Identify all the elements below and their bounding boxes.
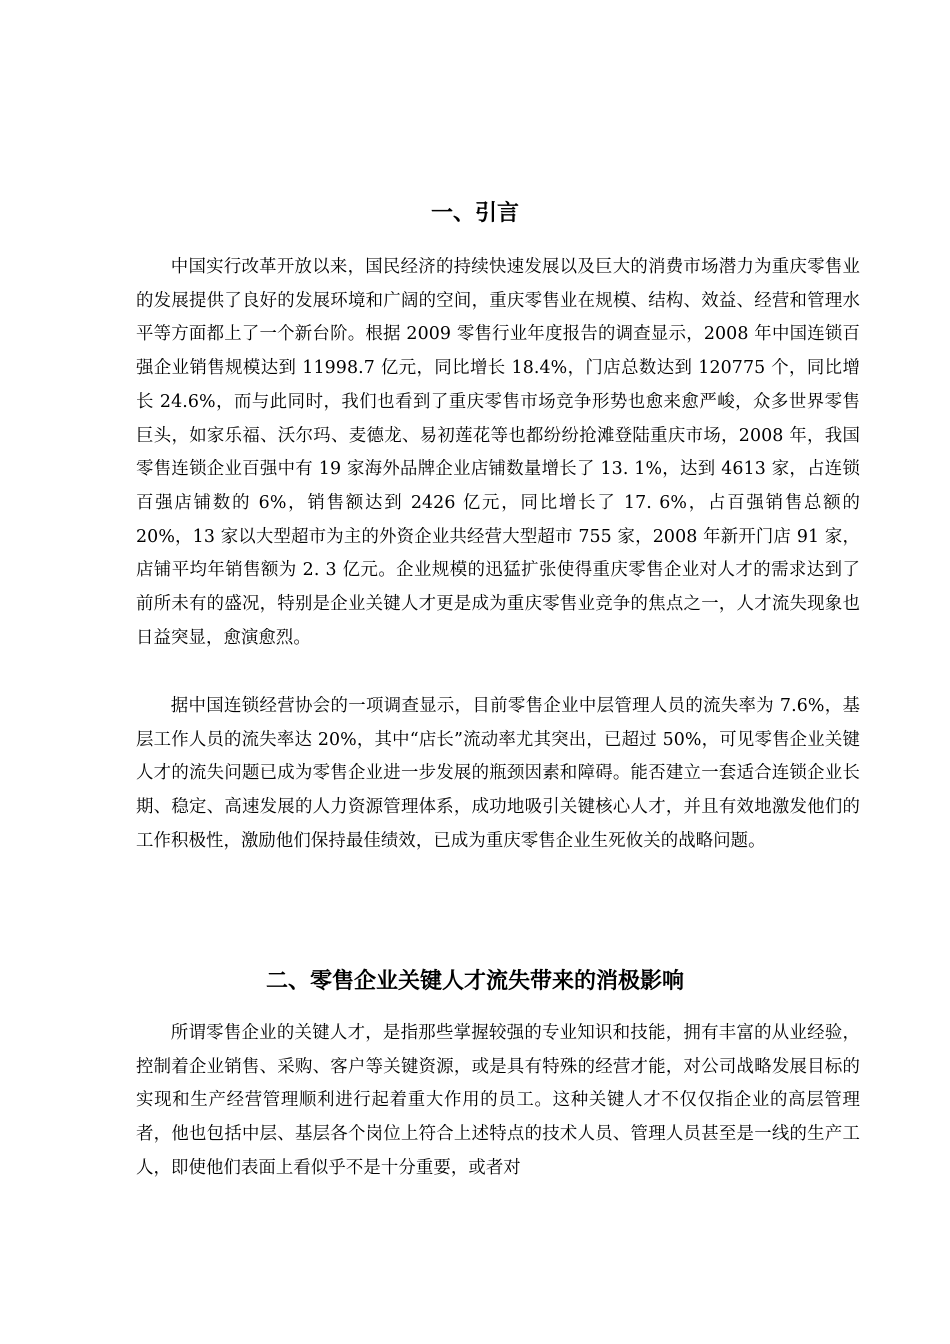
paragraph-impact-1: 所谓零售企业的关键人才，是指那些掌握较强的专业知识和技能，拥有丰富的从业经验，控制着企业销售、采购、客户等关键资源，或是具有特殊的经营才能，对公司战略发展目标的实现和生产经营管理顺利进行起着重大作用的员工。这种关键人才不仅仅指企业的高层管理者，他也包括中层、基层各个岗位上符合上述特点的技术人员、管理人员甚至是一线的生产工人，即使他们表面上看似乎不是十分重要，或者对 [136, 1023, 860, 1178]
section-heading-introduction: 一、引言 [430, 201, 519, 226]
section-heading-negative-impact: 二、零售企业关键人才流失带来的消极影响 [265, 969, 684, 994]
paragraph-intro-2: 据中国连锁经营协会的一项调查显示，目前零售企业中层管理人员的流失率为 7.6%，基层工作人员的流失率达 20%，其中“店长”流动率尤其突出，已超过 50%，可见零售企业关键人才的流失问题已成为零售企业进一步发展的瓶颈因素和障碍。能否建立一套适合连锁企业长期、稳定、高速发展的人力资源管理体系，成功地吸引关键核心人才，并且有效地激发他们的工作积极性，激励他们保持最佳绩效，已成为重庆零售企业生死攸关的战略问题。 [136, 696, 860, 851]
paragraph-intro-1: 中国实行改革开放以来，国民经济的持续快速发展以及巨大的消费市场潜力为重庆零售业的发展提供了良好的发展环境和广阔的空间，重庆零售业在规模、结构、效益、经营和管理水平等方面都上了一个新台阶。根据 2009 零售行业年度报告的调查显示，2008 年中国连锁百强企业销售规模达到 11998.7 亿元，同比增长 18.4%，门店总数达到 120775 个，同比增长 24.6%，而与此同时，我们也看到了重庆零售市场竞争形势也愈来愈严峻，众多世界零售巨头，如家乐福、沃尔玛、麦德龙、易初莲花等也都纷纷抢滩登陆重庆市场，2008 年，我国零售连锁企业百强中有 19 家海外品牌企业店铺数量增长了 13. 1%，达到 4613 家，占连锁百强店铺数的 6%，销售额达到 2426 亿元，同比增长了 17. 6%，占百强销售总额的 20%，13 家以大型超市为主的外资企业共经营大型超市 755 家，2008 年新开门店 91 家，店铺平均年销售额为 2. 3 亿元。企业规模的迅猛扩张使得重庆零售企业对人才的需求达到了前所未有的盛况，特别是企业关键人才更是成为重庆零售业竞争的焦点之一，人才流失现象也日益突显，愈演愈烈。 [136, 257, 860, 648]
